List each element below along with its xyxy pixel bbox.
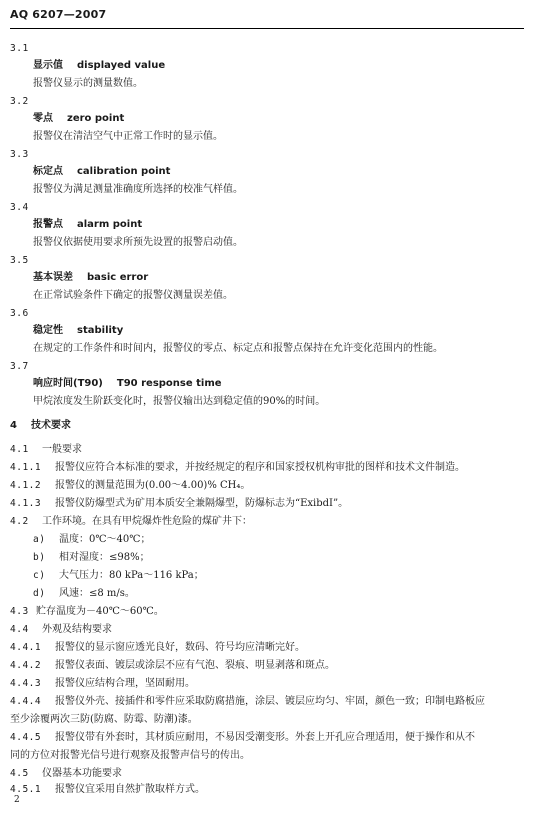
clause-continuation: 同的方位对报警光信号进行观察及报警声信号的传出。	[10, 750, 250, 761]
clause-number: 4.1.1	[10, 462, 42, 473]
clause	[10, 767, 122, 781]
clause	[10, 783, 205, 797]
term-heading	[33, 271, 148, 285]
clause-number: 4.4.2	[10, 660, 42, 671]
clause-text: 报警仪应结构合理，坚固耐用。	[55, 678, 195, 689]
term-definition: 报警仪依据使用要求所预先设置的报警启动值。	[33, 237, 243, 248]
clause-number: 3.4	[10, 202, 29, 213]
header-rule	[10, 28, 524, 29]
term-en: basic error	[87, 272, 149, 283]
clause-text: 报警仪表面、镀层或涂层不应有气泡、裂痕、明显剥落和斑点。	[55, 660, 335, 671]
clause-number: 3.3	[10, 149, 29, 160]
term-heading	[33, 377, 222, 391]
term-zh: 零点	[33, 113, 53, 124]
term-zh: 稳定性	[33, 325, 63, 336]
term-heading	[33, 218, 142, 232]
clause	[10, 443, 82, 457]
section-heading	[10, 419, 71, 433]
term-en: T90 response time	[116, 378, 222, 389]
clause-number: 4.4.5	[10, 732, 42, 743]
term-zh: 基本误差	[33, 272, 73, 283]
list-item	[33, 551, 150, 565]
term-en: alarm point	[77, 219, 143, 230]
term-heading	[33, 324, 123, 338]
clause-text: 报警仪的测量范围为(0.00～4.00)% CH₄。	[55, 480, 251, 491]
term-definition: 报警仪为满足测量准确度所选择的校准气样值。	[33, 184, 243, 195]
term-en: zero point	[67, 113, 125, 124]
clause	[10, 677, 195, 691]
term-en: calibration point	[77, 166, 171, 177]
term-zh: 标定点	[33, 166, 63, 177]
clause-text: 一般要求	[42, 444, 82, 455]
list-text: 大气压力：80 kPa～116 kPa；	[59, 570, 204, 581]
clause-number: 4.1.2	[10, 480, 42, 491]
term-heading	[33, 59, 165, 73]
term-definition: 报警仪显示的测量数值。	[33, 78, 143, 89]
clause-number: 4.4.1	[10, 642, 42, 653]
term-definition: 甲烷浓度发生阶跃变化时，报警仪输出达到稳定值的90%的时间。	[33, 396, 326, 407]
clause-text: 工作环境。在具有甲烷爆炸性危险的煤矿井下：	[42, 516, 252, 527]
list-item	[33, 569, 204, 583]
clause	[10, 659, 335, 673]
list-text: 温度：0℃～40℃；	[59, 534, 151, 545]
section-title: 技术要求	[30, 420, 71, 431]
list-marker: d)	[33, 588, 46, 599]
clause-text: 仪器基本功能要求	[42, 768, 122, 779]
clause-number: 4.5	[10, 768, 29, 779]
term-definition: 报警仪在清洁空气中正常工作时的显示值。	[33, 131, 223, 142]
clause-text: 外观及结构要求	[42, 624, 112, 635]
clause	[10, 605, 164, 619]
term-definition: 在正常试验条件下确定的报警仪测量误差值。	[33, 290, 233, 301]
clause-number: 4.4.3	[10, 678, 42, 689]
clause-number: 4.3	[10, 606, 29, 617]
list-marker: a)	[33, 534, 46, 545]
clause-text: 报警仪防爆型式为矿用本质安全兼隔爆型，防爆标志为“ExibdI”。	[55, 498, 349, 509]
clause	[10, 479, 250, 493]
clause	[10, 731, 475, 745]
clause-number: 3.5	[10, 255, 29, 266]
clause-number: 3.1	[10, 43, 29, 54]
list-marker: b)	[33, 552, 46, 563]
clause	[10, 695, 485, 709]
clause-number: 4.1	[10, 444, 29, 455]
term-en: displayed value	[77, 60, 166, 71]
list-marker: c)	[33, 570, 46, 581]
term-zh: 响应时间(T90)	[33, 378, 103, 389]
list-text: 风速：≤8 m/s。	[59, 588, 135, 599]
term-zh: 报警点	[33, 219, 63, 230]
clause-number: 4.4	[10, 624, 29, 635]
clause-text: 报警仪的显示窗应透光良好，数码、符号均应清晰完好。	[55, 642, 305, 653]
clause-number: 4.4.4	[10, 696, 42, 707]
clause-number: 4.2	[10, 516, 29, 527]
section-number: 4	[10, 420, 17, 431]
clause	[10, 497, 348, 511]
term-definition: 在规定的工作条件和时间内，报警仪的零点、标定点和报警点保持在允许变化范围内的性能。	[33, 343, 443, 354]
clause-text: 报警仪外壳、接插件和零件应采取防腐措施，涂层、镀层应均匀、牢固，颜色一致；印制电路板应	[55, 696, 485, 707]
clause-number: 3.2	[10, 96, 29, 107]
list-text: 相对湿度：≤98%；	[59, 552, 150, 563]
clause	[10, 461, 465, 475]
clause-text: 报警仪应符合本标准的要求，并按经规定的程序和国家授权机构审批的图样和技术文件制造。	[55, 462, 465, 473]
clause-number: 3.6	[10, 308, 29, 319]
clause-number: 4.1.3	[10, 498, 42, 509]
clause	[10, 623, 112, 637]
clause-text: 报警仪宜采用自然扩散取样方式。	[55, 784, 205, 795]
clause	[10, 515, 252, 529]
term-en: stability	[77, 325, 124, 336]
term-heading	[33, 112, 124, 126]
list-item	[33, 533, 150, 547]
page-number: 2	[14, 795, 20, 805]
clause-text: 贮存温度为－40℃～60℃。	[36, 606, 164, 617]
term-zh: 显示值	[33, 60, 63, 71]
term-heading	[33, 165, 170, 179]
clause-text: 报警仪带有外套时，其材质应耐用，不易因受潮变形。外套上开孔应合理适用，便于操作和从不	[55, 732, 475, 743]
list-item	[33, 587, 135, 601]
clause-number: 4.5.1	[10, 784, 42, 795]
clause	[10, 641, 305, 655]
clause-continuation: 至少涂覆两次三防(防腐、防霉、防潮)漆。	[10, 714, 198, 725]
standard-code: AQ 6207—2007	[10, 8, 107, 21]
clause-number: 3.7	[10, 361, 29, 372]
